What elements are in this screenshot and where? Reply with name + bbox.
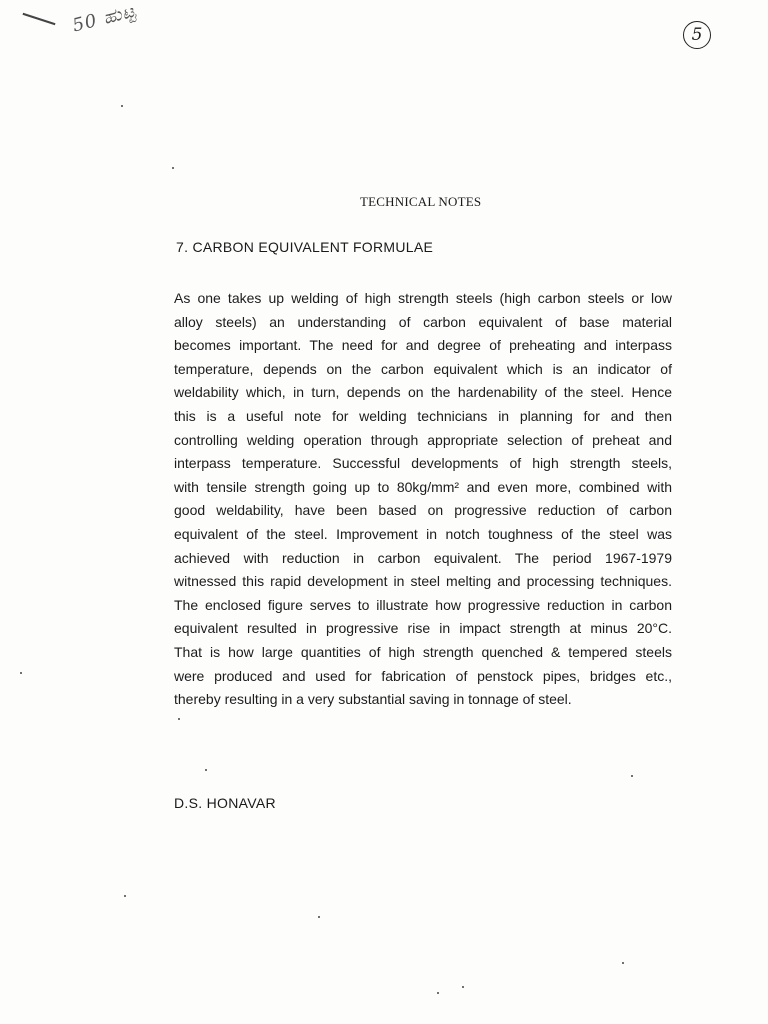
body-line: The enclosed figure serves to illustrate how progressive reduction in carbon [174, 596, 672, 613]
pen-stroke-mark [23, 13, 56, 25]
scan-speck [205, 769, 207, 771]
body-line: becomes important. The need for and degree of preheating and interpass [174, 337, 672, 354]
scan-speck [622, 962, 624, 964]
scan-speck [172, 167, 174, 169]
body-line: this is a useful note for welding technicians in planning for and then [174, 407, 672, 424]
scan-speck [318, 916, 320, 918]
body-line: controlling welding operation through appropriate selection of preheat and [174, 431, 672, 448]
section-heading: TECHNICAL NOTES [360, 194, 482, 209]
article-title: 7. CARBON EQUIVALENT FORMULAE [176, 239, 434, 255]
scan-speck [178, 718, 180, 720]
body-line: interpass temperature. Successful developments of high strength steels, [174, 455, 672, 472]
body-line: with tensile strength going up to 80kg/mm² and even more, combined with [174, 478, 672, 495]
body-line: achieved with reduction in carbon equivalent. The period 1967-1979 [174, 549, 672, 566]
body-line: temperature, depends on the carbon equivalent which is an indicator of [174, 360, 672, 377]
page-number: 5 [683, 21, 711, 49]
scan-speck [20, 672, 22, 674]
handwritten-note: 50 ಹುಟ್ಟ [70, 0, 139, 37]
body-line: were produced and used for fabrication of penstock pipes, bridges etc., [174, 667, 672, 684]
scan-speck [631, 775, 633, 777]
body-line: alloy steels) an understanding of carbon equivalent of base material [174, 313, 672, 330]
body-line: equivalent resulted in progressive rise in impact strength at minus 20°C. [174, 620, 672, 637]
scan-speck [121, 105, 123, 107]
body-line: witnessed this rapid development in steel melting and processing techniques. [174, 573, 672, 590]
body-paragraph [174, 287, 672, 712]
body-line: As one takes up welding of high strength steels (high carbon steels or low [174, 290, 672, 306]
body-line: weldability which, in turn, depends on the hardenability of the steel. Hence [174, 384, 672, 401]
scan-speck [462, 986, 464, 988]
author-signature: D.S. HONAVAR [174, 795, 276, 811]
body-line: That is how large quantities of high strength quenched & tempered steels [174, 643, 672, 660]
scan-speck [124, 895, 126, 897]
body-line: thereby resulting in a very substantial saving in tonnage of steel. [174, 691, 572, 708]
scan-speck [437, 992, 439, 994]
body-line: equivalent of the steel. Improvement in notch toughness of the steel was [174, 525, 672, 542]
body-line: good weldability, have been based on progressive reduction of carbon [174, 502, 672, 519]
